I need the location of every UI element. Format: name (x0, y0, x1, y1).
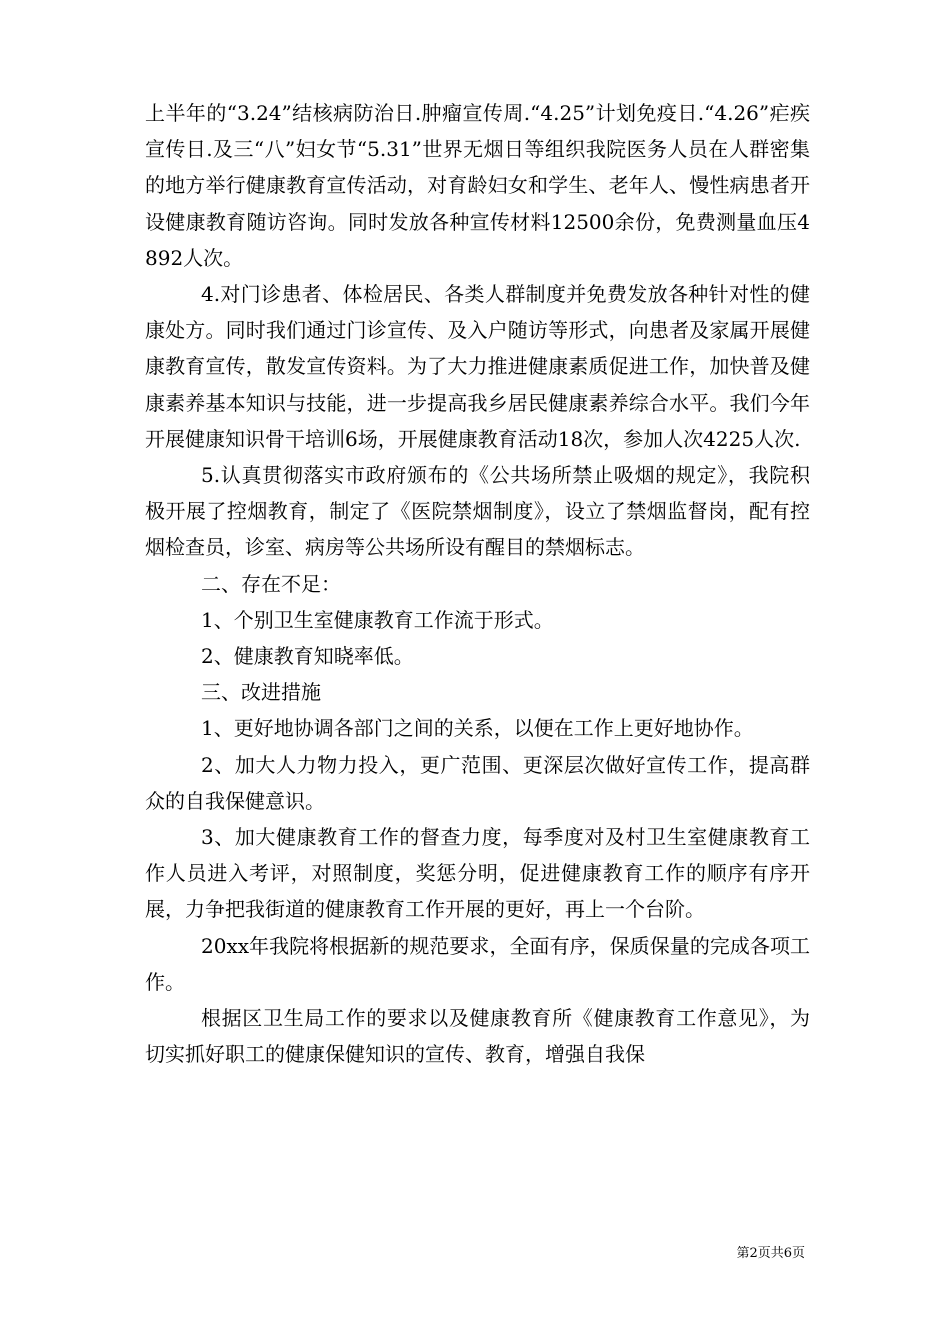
document-body (145, 95, 810, 1072)
paragraph-continued: 根据区卫生局工作的要求以及健康教育所《健康教育工作意见》，为切实抓好职工的健康保健知识的宣传、教育，增强自我保 (145, 1006, 810, 1067)
list-item: 3、加大健康教育工作的督查力度，每季度对及村卫生室健康教育工作人员进入考评，对照制度，奖惩分明，促进健康教育工作的顺序有序开展，力争把我街道的健康教育工作开展的更好，再上一个台阶。 (145, 825, 810, 922)
paragraph-plan: 20xx年我院将根据新的规范要求，全面有序，保质保量的完成各项工作。 (145, 933, 810, 994)
paragraph-3: 5.认真贯彻落实市政府颁布的《公共场所禁止吸烟的规定》，我院积极开展了控烟教育，制定了《医院禁烟制度》，设立了禁烟监督岗，配有控烟检查员，诊室、病房等公共场所设有醒目的禁烟标志。 (145, 463, 810, 560)
paragraph-2: 4.对门诊患者、体检居民、各类人群制度并免费发放各种针对性的健康处方。同时我们通过门诊宣传、及入户随访等形式，向患者及家属开展健康教育宣传，散发宣传资料。为了大力推进健康素质促进工作，加快普及健康素养基本知识与技能，进一步提高我乡居民健康素养综合水平。我们今年开展健康知识骨干培训6场，开展健康教育活动18次，参加人次4225人次. (145, 282, 810, 451)
list-item: 2、加大人力物力投入，更广范围、更深层次做好宣传工作，提高群众的自我保健意识。 (145, 752, 810, 813)
page-number: 第2页共6页 (736, 1246, 805, 1261)
section-heading-improvements: 三、改进措施 (201, 680, 321, 705)
list-item: 2、健康教育知晓率低。 (201, 644, 414, 669)
list-item: 1、更好地协调各部门之间的关系，以便在工作上更好地协作。 (201, 716, 754, 741)
paragraph-1: 上半年的“3.24”结核病防治日.肿瘤宣传周.“4.25”计划免疫日.“4.26”疟疾宣传日.及三“八”妇女节“5.31”世界无烟日等组织我院医务人员在人群密集的地方举行健康教育宣传活动，对育龄妇女和学生、老年人、慢性病患者开设健康教育随访咨询。同时发放各种宣传材料12500余份，免费测量血压4892人次。 (145, 101, 810, 270)
section-heading-shortcomings: 二、存在不足： (201, 571, 341, 596)
list-item: 1、个别卫生室健康教育工作流于形式。 (201, 607, 554, 632)
